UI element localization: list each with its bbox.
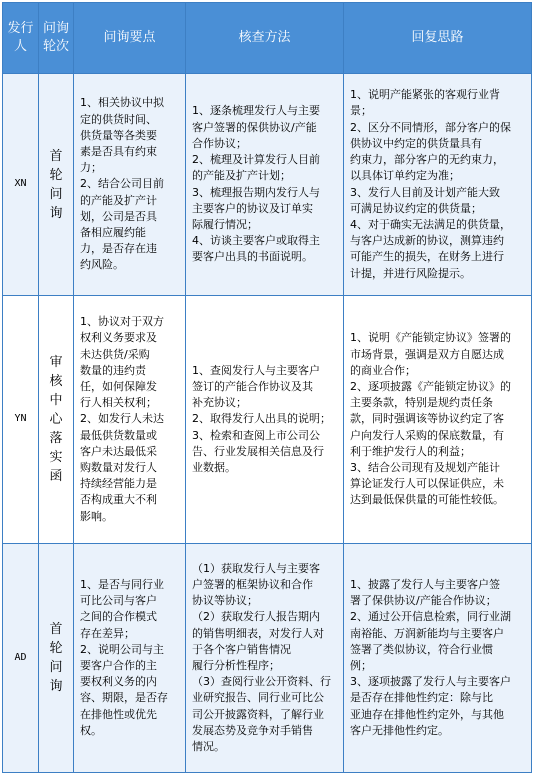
cell-line: 划，公司是否具	[80, 209, 157, 223]
cell-line: 要客户出具的书面说明。	[192, 250, 313, 264]
cell-line: 1、说明《产能锁定协议》签署的	[350, 331, 511, 345]
cell-line: 客户签署的保供协议/产能	[192, 120, 317, 134]
cell-line: 容、期限，是否存	[80, 691, 168, 705]
points-cell	[74, 74, 186, 296]
cell-line: 2、区分不同情形，部分客户的保	[350, 120, 511, 134]
points-cell	[74, 296, 186, 544]
cell-line: 的产能及扩产计	[80, 193, 157, 207]
cell-line: 景；	[350, 104, 372, 118]
cell-line: 任，如何保障发	[80, 379, 157, 393]
round-cell: 审核中心落实函	[39, 296, 74, 544]
cell-line: 达到最低保供量的可能性较低。	[350, 493, 504, 507]
cell-line: 补充协议；	[192, 396, 247, 410]
cell-line: 2、通过公开信息检索，同行业湖	[350, 610, 511, 624]
round-cell: 首轮问询	[39, 74, 74, 296]
cell-line: 主要条款，特别是规约责任条	[350, 396, 493, 410]
methods-cell	[186, 296, 344, 544]
cell-line: 款，同时强调该等协议约定了客	[350, 412, 504, 426]
cell-line: 1、相关协议中拟	[80, 96, 164, 110]
table-row	[3, 296, 532, 544]
cell-line: 南裕能、万润新能均与主要客户	[350, 626, 504, 640]
cell-line: 2、取得发行人出具的说明；	[192, 412, 331, 426]
cell-line: 户签署的框架协议和合作	[192, 577, 313, 591]
cell-line: （1）获取发行人与主要客	[192, 561, 320, 575]
cell-line: 3、梳理报告期内发行人与	[192, 185, 320, 199]
cell-line: 3、检索和查阅上市公司公	[192, 428, 320, 442]
cell-line: 的销售明细表，对发行人对	[192, 626, 324, 640]
points-cell	[74, 544, 186, 773]
cell-line: 1、协议对于双方	[80, 315, 164, 329]
replies-cell	[344, 544, 532, 773]
cell-line: 签订的产能合作协议及其	[192, 379, 313, 393]
cell-line: 定的供货时间、	[80, 112, 157, 126]
cell-line: 协议等协议；	[192, 594, 258, 608]
cell-line: 数量的违约责	[80, 363, 146, 377]
cell-line: 的产能及扩产计划；	[192, 169, 291, 183]
cell-line: 客户未达最低采	[80, 444, 157, 458]
cell-line: 司公开披露资料，了解行业	[192, 707, 324, 721]
cell-line: 例；	[350, 659, 372, 672]
cell-line: 权利义务要求及	[80, 331, 157, 345]
cell-line: 1、说明产能紧张的客观行业背	[350, 88, 500, 102]
header-replies: 回复思路	[344, 3, 532, 74]
cell-line: 1、是否与同行业	[80, 577, 164, 591]
issuer-cell: XN	[3, 74, 39, 296]
cell-line: 存在差异；	[80, 626, 135, 640]
cell-line: 2、梳理及计算发行人目前	[192, 153, 320, 167]
cell-line: 未达供货/采购	[80, 347, 150, 361]
cell-line: 约风险。	[80, 258, 124, 272]
issuer-cell: AD	[3, 544, 39, 773]
cell-line: 3、逐项披露了发行人与主要客户	[350, 675, 511, 689]
cell-line: 2、逐项披露《产能锁定协议》的	[350, 379, 511, 393]
cell-line: 在排他性或优先	[80, 707, 157, 721]
cell-line: 要客户合作的主	[80, 659, 157, 672]
table-row	[3, 74, 532, 296]
cell-line: 发展态势及竞争对手销售	[192, 723, 313, 737]
cell-line: 最低供货数量或	[80, 428, 157, 442]
cell-line: 3、结合公司现有及规划产能计	[350, 461, 500, 474]
replies-cell	[344, 296, 532, 544]
cell-line: 业数据。	[192, 461, 236, 474]
cell-line: 备相应履约能	[80, 226, 146, 239]
cell-line: 行人相关权利；	[80, 396, 157, 410]
cell-line: 1、查阅发行人与主要客户	[192, 363, 320, 377]
cell-line: 要权利义务的内	[80, 675, 157, 689]
cell-line: 户向发行人采购的保底数量，有	[350, 428, 504, 442]
header-round: 问询轮次	[39, 3, 74, 74]
cell-line: 2、如发行人未达	[80, 412, 164, 426]
cell-line: 素是否具有约束	[80, 144, 157, 158]
cell-line: 2、说明公司与主	[80, 642, 164, 656]
cell-line: 力；	[80, 161, 102, 175]
header-methods: 核查方法	[186, 3, 344, 74]
cell-line: 可满足协议约定的供货量；	[350, 201, 482, 215]
cell-line: 合作协议；	[192, 136, 247, 150]
cell-line: 是否存在排他性约定：除与比	[350, 691, 493, 705]
cell-line: 于各个客户销售情况	[192, 642, 291, 656]
cell-line: 可能产生的损失，在财务上进行	[350, 250, 504, 264]
cell-line: 持续经营能力是	[80, 477, 157, 491]
cell-line: 履行分析性程序；	[192, 659, 280, 672]
cell-line: 算论证发行人可以保证供应，未	[350, 477, 504, 491]
methods-cell	[186, 74, 344, 296]
cell-line: 影响。	[80, 509, 113, 523]
cell-line: 告、行业发展相关信息及行	[192, 444, 324, 458]
cell-line: 3、发行人目前及计划产能大致	[350, 185, 500, 199]
cell-line: 业研究报告、同行业可比公	[192, 691, 324, 705]
cell-line: 可比公司与客户	[80, 594, 157, 608]
cell-line: 之间的合作模式	[80, 610, 157, 624]
header-issuer: 发行人	[3, 3, 39, 74]
cell-line: 与客户达成新的协议，测算违约	[350, 234, 504, 248]
cell-line: 市场背景，强调是双方自愿达成	[350, 347, 504, 361]
cell-line: 际履行情况；	[192, 217, 258, 231]
methods-cell	[186, 544, 344, 773]
cell-line: （2）获取发行人报告期内	[192, 610, 320, 624]
cell-line: 供货量等各类要	[80, 128, 157, 142]
cell-line: 力，是否存在违	[80, 242, 157, 256]
cell-line: 2、结合公司目前	[80, 177, 164, 191]
cell-line: 供协议中约定的供货量具有	[350, 136, 482, 150]
cell-line: 以具体订单约定为准；	[350, 169, 460, 183]
cell-line: 约束力，部分客户的无约束力，	[350, 153, 504, 167]
replies-cell	[344, 74, 532, 296]
cell-line: （3）查阅行业公开资料、行	[192, 675, 331, 689]
cell-line: 客户无排他性约定。	[350, 723, 449, 737]
cell-line: 署了保供协议/产能合作协议；	[350, 594, 497, 608]
cell-line: 权。	[80, 723, 102, 737]
cell-line: 购数量对发行人	[80, 461, 157, 474]
cell-line: 主要客户的协议及订单实	[192, 201, 313, 215]
cell-line: 1、披露了发行人与主要客户签	[350, 577, 500, 591]
round-cell: 首轮问询	[39, 544, 74, 773]
inquiry-table	[2, 2, 532, 773]
cell-line: 计提，并进行风险提示。	[350, 266, 471, 280]
table-row	[3, 544, 532, 773]
header-points: 问询要点	[74, 3, 186, 74]
cell-line: 否构成重大不利	[80, 493, 157, 507]
issuer-cell: YN	[3, 296, 39, 544]
cell-line: 亚迪存在排他性约定外，与其他	[350, 707, 504, 721]
header-row	[3, 3, 532, 74]
cell-line: 4、对于确实无法满足的供货量，	[350, 217, 511, 231]
cell-line: 情况。	[192, 740, 225, 754]
cell-line: 4、访谈主要客户或取得主	[192, 234, 320, 248]
cell-line: 的商业合作；	[350, 363, 416, 377]
cell-line: 利于维护发行人的利益；	[350, 444, 471, 458]
cell-line: 签署了类似协议，符合行业惯	[350, 642, 493, 656]
cell-line: 1、逐条梳理发行人与主要	[192, 104, 320, 118]
